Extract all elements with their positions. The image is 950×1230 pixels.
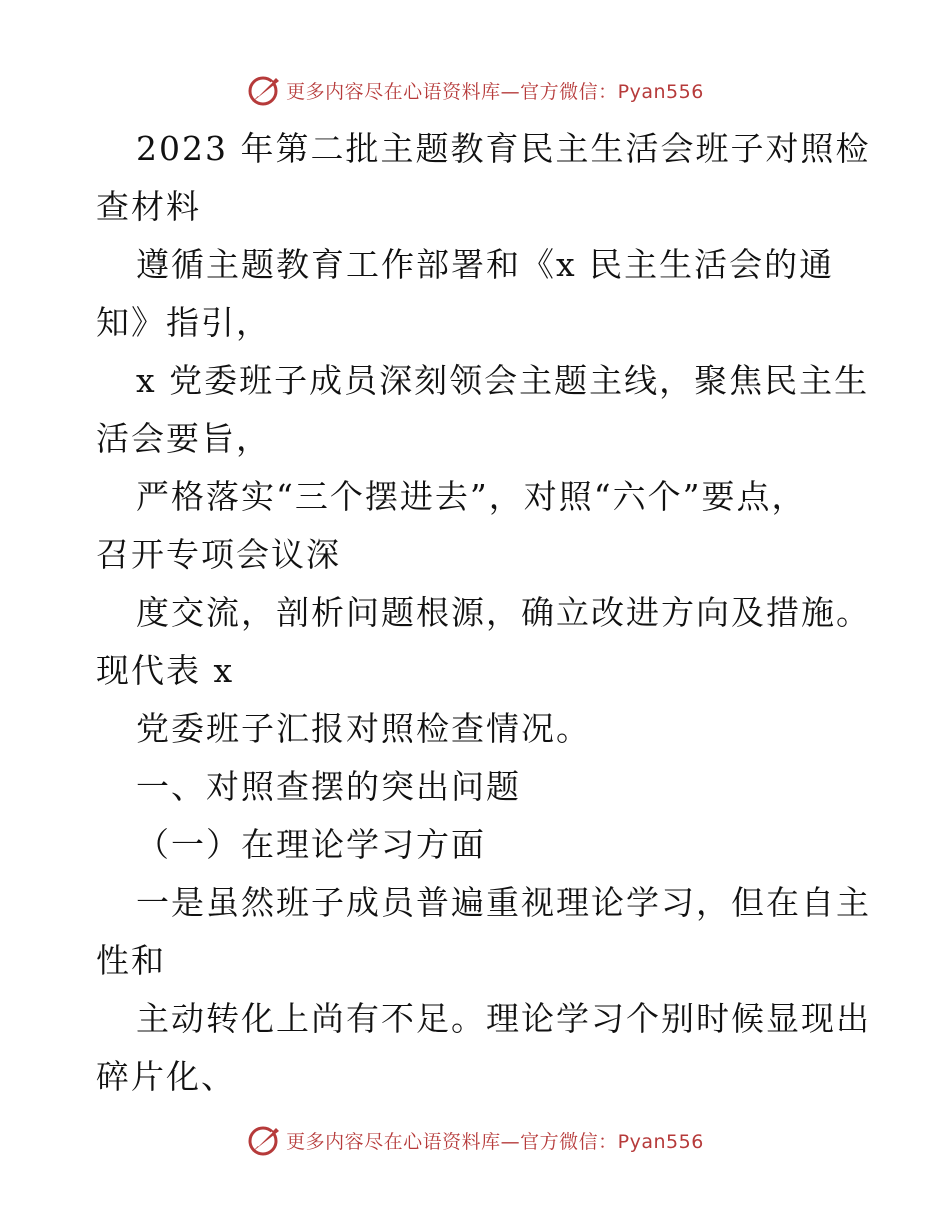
text-line: 遵循主题教育工作部署和《x 民主生活会的通 [136, 245, 835, 284]
watermark-text: 更多内容尽在心语资料库—官方微信：Pyan556 [286, 1130, 704, 1153]
text-line: 2023 年第二批主题教育民主生活会班子对照检 [136, 129, 871, 168]
text-line: 度交流，剖析问题根源，确立改进方向及措施。 [136, 593, 871, 632]
text-line: 碎片化、 [96, 1057, 236, 1096]
subsection-heading: （一）在理论学习方面 [136, 825, 486, 864]
header-watermark [0, 70, 950, 110]
text-line: x 党委班子成员深刻领会主题主线，聚焦民主生 [136, 361, 870, 400]
text-line: 查材料 [96, 187, 201, 226]
section-heading: 一、对照查摆的突出问题 [136, 767, 521, 806]
text-line: 活会要旨， [96, 419, 271, 458]
text-line: 一是虽然班子成员普遍重视理论学习，但在自主 [136, 883, 871, 922]
text-line: 召开专项会议深 [96, 535, 341, 574]
text-line: 知》指引， [96, 303, 271, 342]
footer-watermark [0, 1120, 950, 1160]
watermark-text: 更多内容尽在心语资料库—官方微信：Pyan556 [286, 80, 704, 103]
feather-pen-seal-icon [246, 72, 282, 108]
text-line: 主动转化上尚有不足。理论学习个别时候显现出 [136, 999, 871, 1038]
text-line: 性和 [96, 941, 166, 980]
text-line: 党委班子汇报对照检查情况。 [136, 709, 591, 748]
document-body [96, 120, 871, 1106]
feather-pen-seal-icon [246, 1122, 282, 1158]
text-line: 严格落实“三个摆进去”，对照“六个”要点， [136, 477, 807, 516]
text-line: 现代表 x [96, 651, 235, 690]
